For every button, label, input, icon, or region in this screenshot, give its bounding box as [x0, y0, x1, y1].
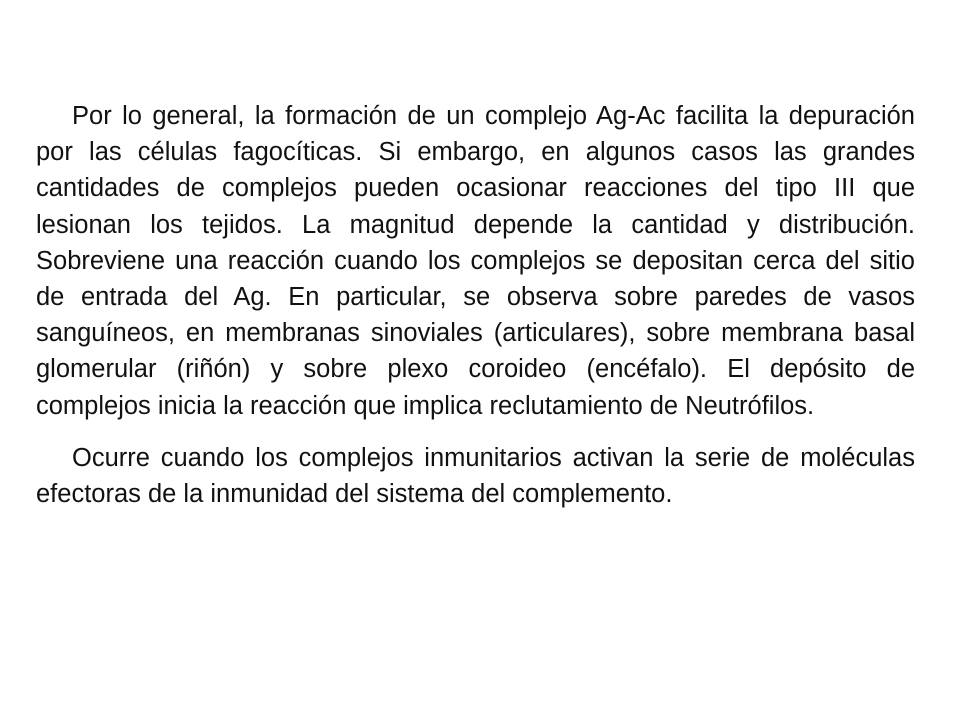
- slide-text-body: [36, 98, 915, 512]
- paragraph-complement-activation: Ocurre cuando los complejos inmunitarios activan la serie de moléculas efectoras de la inmunidad del sistema del complemento.: [36, 443, 915, 509]
- paragraph-immune-complex-deposition: Por lo general, la formación de un complejo Ag-Ac facilita la depuración por las células fagocíticas. Si embargo, en algunos casos las grandes cantidades de complejos pueden ocasionar reacciones del tipo III que lesionan los tejidos. La magnitud depende la cantidad y distribución. Sobreviene una reacción cuando los complejos se depositan cerca del sitio de entrada del Ag. En particular, se observa sobre paredes de vasos sanguíneos, en membranas sinoviales (articulares), sobre membrana basal glomerular (riñón) y sobre plexo coroideo (encéfalo). El depósito de complejos inicia la reacción que implica reclutamiento de Neutrófilos.: [36, 102, 915, 420]
